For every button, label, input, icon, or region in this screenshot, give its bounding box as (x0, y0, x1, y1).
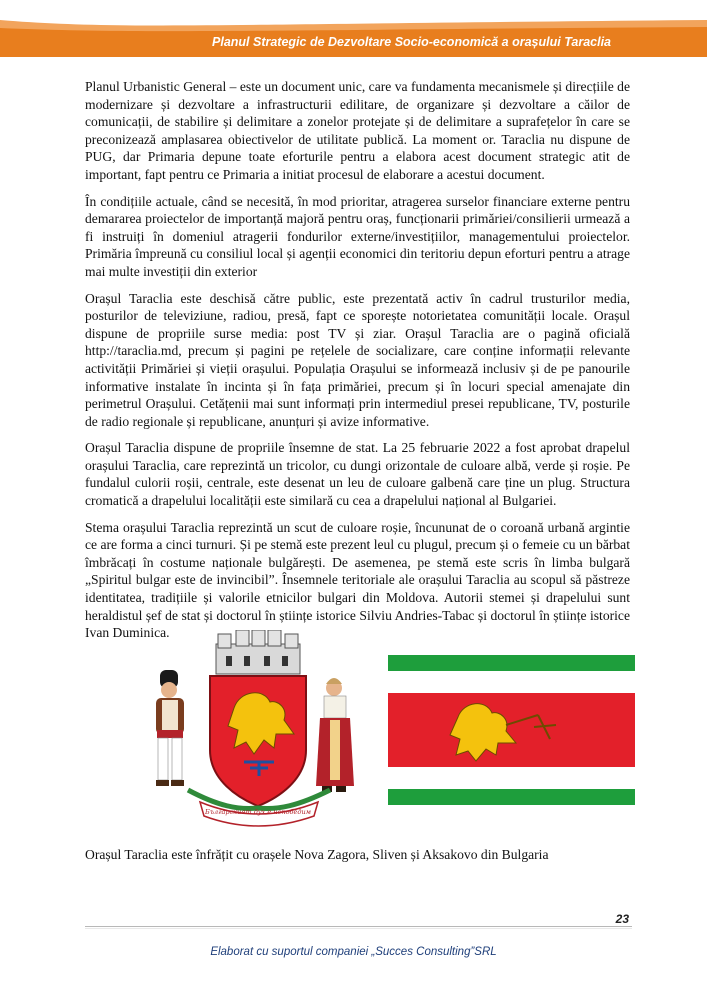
ribbon-text: Българският дух е непобедим (204, 808, 312, 816)
header-band (0, 0, 707, 57)
footer-divider-shadow (85, 928, 632, 929)
footer-divider (85, 926, 632, 927)
paragraph-emblem: Stema orașului Taraclia reprezintă un scut de culoare roșie, încununat de o coroană urbană argintie ce are forma a cinci turnuri. Și pe stemă este prezent leul cu plugul, precum și o femeie cu un bărbat îmbrăcați în costume naționale bulgărești. De asemenea, pe stemă este scris în limba bulgară „Spiritul bulgar este de invincibil”. Însemnele teritoriale ale orașului Taraclia au scopul să păstreze identitatea, tradițiile și valorile etnicilor bulgari din Moldova. Autorii stemei și drapelului sunt heraldistul șef de stat și doctorul în științe istorice Silviu Andries-Tabac și doctorul în științe istorice Ivan Duminica. (85, 519, 630, 641)
town-flag-image (388, 655, 635, 805)
paragraph-pug: Planul Urbanistic General – este un document unic, care va fundamenta mecanismele și direcțiile de modernizare și dezvoltare a infrastructurii edilitare, de organizare și dezvoltare a căilor de comunicații, de stabilire și delimitare a zonelor protejate și de delimitare a suprafețelor în care se preconizează amplasarea obiectivelor de utilitate publică. La moment or. Taraclia nu dispune de PUG, dar Primaria depune toate eforturile pentru a elabora acest document strategic atit de important, fapt pentru ce Primaria a initiat procesul de elaborare a acestui document. (85, 79, 630, 182)
paragraph-media: Orașul Taraclia este deschisă către public, este prezentată activ în cadrul trusturilor media, posturilor de televiziune, radiou, presă, fapt ce sporește notorietatea comunității locale. Orașul dispune de propriile surse media: post TV și ziar. Orașul Taraclia are o pagină oficială http://taraclia.md, precum și pagini pe rețelele de socializare, care conține informații relevante activității Primăriei și vieții orașului. Populația Orașului se informează inclusiv și de pe panourile informative instalate în incinta și în fața primăriei, precum și în locuri special amenajate din perimetrul Orașului. Cetățenii mai sunt informați prin intermediul presei republicane, TV, posturile de radio regionale și republicane, anunțuri și avize informative. (85, 290, 630, 429)
mural-crown (216, 630, 300, 674)
paragraph-flag: Orașul Taraclia dispune de propriile însemne de stat. La 25 februarie 2022 a fost aprobat drapelul orașului Taraclia, care reprezintă un tricolor, cu dungi orizontale de culoare albă, verde și roșie. Pe fundalul culorii roșii, centrale, este desenat un leu de culoare galbenă care ține un plug. Structura cromatică a drapelului localității este similară cu cea a drapelului național al Bulgariei. (85, 440, 630, 509)
header-title: Planul Strategic de Dezvoltare Socio-economică a orașului Taraclia (212, 35, 611, 49)
woman-figure (316, 678, 354, 792)
red-shield (210, 676, 306, 806)
flag-green-band-top (388, 655, 635, 671)
flag-red-band (388, 693, 635, 767)
paragraph-investments: În condițiile actuale, când se necesită, în mod prioritar, atragerea surselor financiare externe pentru demararea proiectelor de importanță majoră pentru oraș, funcționarii primăriei/consilierii urmează a fi instruiți în domeniul atragerii fondurilor externe/investițiilor, managementului proiectelor. Primăria împreună cu consiliul local și agenții economici din teritoriu depun eforturi pentru a atrage mai multe investiții din exterior (85, 193, 630, 279)
figure-caption: Orașul Taraclia este înfrățit cu orașele Nova Zagora, Sliven și Aksakovo din Bulgaria (85, 847, 549, 862)
page-number: 23 (615, 912, 629, 926)
man-figure (156, 670, 184, 786)
body-text (85, 78, 630, 651)
flag-green-band-bottom (388, 789, 635, 805)
coat-of-arms-image (148, 630, 358, 830)
footer-credit: Elaborat cu suportul companiei „Succes Consulting”SRL (210, 946, 497, 958)
